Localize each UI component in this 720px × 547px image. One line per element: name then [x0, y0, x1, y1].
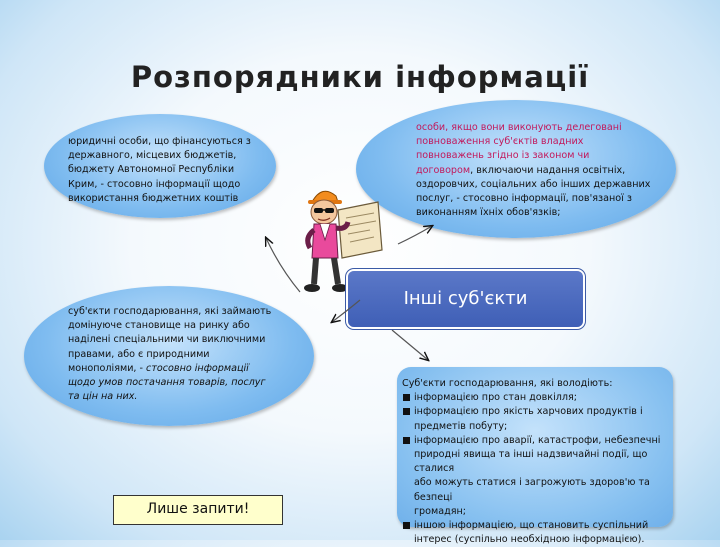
text-fragment: , включаючи надання освітніх, [470, 164, 626, 176]
text-line: інформацією про якість харчових продуктів і [414, 406, 643, 418]
text-line: інформацією про стан довкілля; [414, 392, 578, 404]
text-fragment: стосовно інформації [146, 362, 249, 374]
text-line: інтерес (суспільно необхідною інформацією). [414, 534, 645, 546]
text-line: оздоровчих, соціальних або інших державних [416, 178, 651, 190]
text-line: та цін на них. [68, 391, 138, 403]
text-fragment: договором [416, 164, 471, 176]
text-line: бюджету Автономної Республіки [68, 164, 235, 176]
text-line: повноважень згідно із законом чи [416, 150, 590, 162]
text-line: предметів побуту; [414, 420, 508, 432]
arrow-icon [332, 300, 360, 322]
text-line: Суб'єкти господарювання, які володіють: [402, 378, 613, 389]
text-line: особи, якщо вони виконують делеговані [416, 122, 622, 133]
text-line: суб'єкти господарювання, які займають [68, 306, 272, 317]
text-line: послуг, - стосовно інформації, пов'язаної з [416, 193, 632, 205]
text-line: природні явища та інші надзвичайні події, що сталися [414, 449, 648, 475]
requests-only-note: Лише запити! [113, 495, 283, 525]
other-entities-box: Інші суб'єкти [348, 271, 583, 327]
text-line: повноваження суб'єктів владних [416, 136, 584, 148]
text-line: Крим, - стосовно інформації щодо [68, 178, 241, 190]
text-line: наділені спеціальними чи виключними [68, 334, 266, 346]
text-line: державного, місцевих бюджетів, [68, 150, 237, 162]
arrow-icon [398, 226, 432, 244]
text-line: домінуюче становище на ринку або [68, 320, 250, 332]
arrow-icon [392, 330, 428, 360]
text-line: використання бюджетних коштів [68, 192, 239, 204]
page-title: Розпорядники інформації [130, 60, 590, 94]
arrow-icon [266, 238, 300, 292]
text-fragment: монополіями, - [68, 362, 147, 374]
text-line: правами, або є природними [68, 348, 210, 360]
text-line: громадян; [414, 505, 467, 517]
text-line: інформацією про аварії, катастрофи, небезпечні [414, 434, 661, 446]
text-line: або можуть статися і загрожують здоров'ю та безпеці [414, 477, 650, 503]
text-line: іншою інформацією, що становить суспільний [414, 520, 649, 532]
text-line: виконанням їхніх обов'язків; [416, 207, 561, 219]
text-line: щодо умов постачання товарів, послуг [68, 377, 266, 389]
text-line: юридичні особи, що фінансуються з [68, 136, 251, 147]
